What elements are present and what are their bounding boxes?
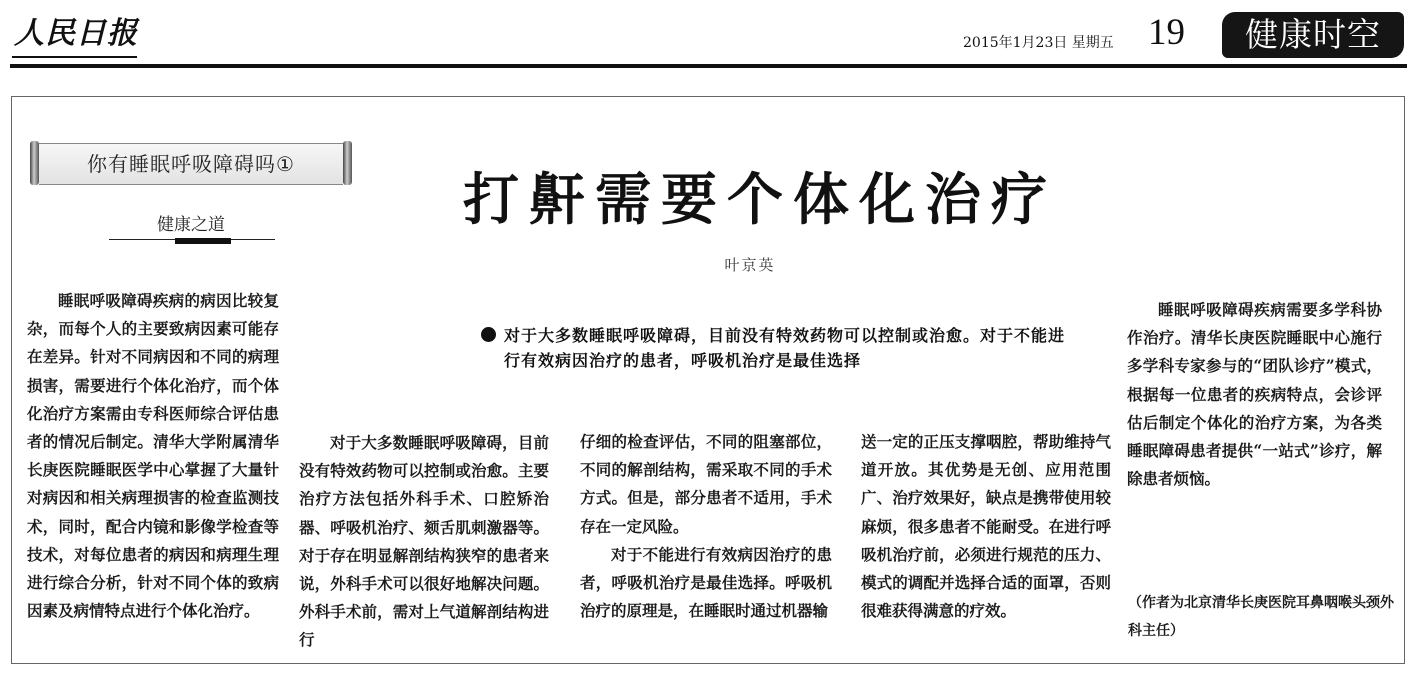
paragraph: 睡眠呼吸障碍疾病的病因比较复杂，而每个人的主要致病因素可能存在差异。针对不同病因和不同的病理损害，需要进行个体化治疗，而个体化治疗方案需由专科医师综合评估患者的情况后制定。清华大学附属清华长庚医院睡眠医学中心掌握了大量针对病因和相关病理损害的检查监测技术，同时，配合内镜和影像学检查等技术，对每位患者的病因和病理生理进行综合分析，针对不同个体的致病因素及病情特点进行个体化治疗。 [27,291,279,621]
series-label: 你有睡眠呼吸障碍吗① [39,143,343,185]
section-name: 健康时空 [1222,12,1404,58]
column-name-bar [175,238,231,244]
paragraph: 睡眠呼吸障碍疾病需要多学科协作治疗。清华长庚医院睡眠中心施行多学科专家参与的“团队诊疗”模式，根据每一位患者的疾病特点，会诊评估后制定个体化的治疗方案，为各类睡眠障碍患者提供“一站式”诊疗，解除患者烦恼。 [1127,300,1382,489]
issue-date: 2015年1月23日 星期五 [963,35,1114,51]
body-column-1 [27,287,279,625]
body-column-3 [580,428,832,625]
paragraph: 送一定的正压支撑咽腔，帮助维持气道开放。其优势是无创、应用范围广、治疗效果好，缺点是携带使用较麻烦，很多患者不能耐受。在进行呼吸机治疗前，必须进行规范的压力、模式的调配并选择合适的面罩，否则很难获得满意的疗效。 [861,432,1111,621]
paragraph: 对于不能进行有效病因治疗的患者，呼吸机治疗是最佳选择。呼吸机治疗的原理是，在睡眠时通过机器输 [580,544,832,621]
scroll-roller-right [343,141,352,185]
body-column-4 [861,428,1111,625]
author-byline: 叶京英 [724,256,776,274]
page-number: 19 [1148,12,1185,53]
paragraph: 仔细的检查评估，不同的阻塞部位，不同的解剖结构，需采取不同的手术方式。但是，部分患者不适用，手术存在一定风险。 [580,432,832,536]
body-column-2 [299,429,549,655]
headline: 打鼾需要个体化治疗 [463,167,1057,233]
masthead [0,0,1417,82]
author-note: （作者为北京清华长庚医院耳鼻咽喉头颈外科主任） [1128,595,1394,639]
masthead-rule [10,64,1407,68]
newspaper-logo: 人民日报 [14,16,138,51]
highlight-callout [481,323,1081,373]
column-name: 健康之道 [157,215,225,235]
bullet-icon [481,327,496,342]
paragraph: 对于大多数睡眠呼吸障碍，目前没有特效药物可以控制或治愈。主要治疗方法包括外科手术、口腔矫治器、呼吸机治疗、颏舌肌刺激器等。对于存在明显解剖结构狭窄的患者来说，外科手术可以很好地解决问题。外科手术前，需对上气道解剖结构进行 [299,433,549,650]
series-scroll [30,141,352,185]
highlight-text: 对于大多数睡眠呼吸障碍，目前没有特效药物可以控制或治愈。对于不能进行有效病因治疗的患者，呼吸机治疗是最佳选择 [504,326,1066,370]
logo-underline [12,56,137,58]
scroll-roller-left [30,141,39,185]
body-column-5 [1127,296,1382,493]
